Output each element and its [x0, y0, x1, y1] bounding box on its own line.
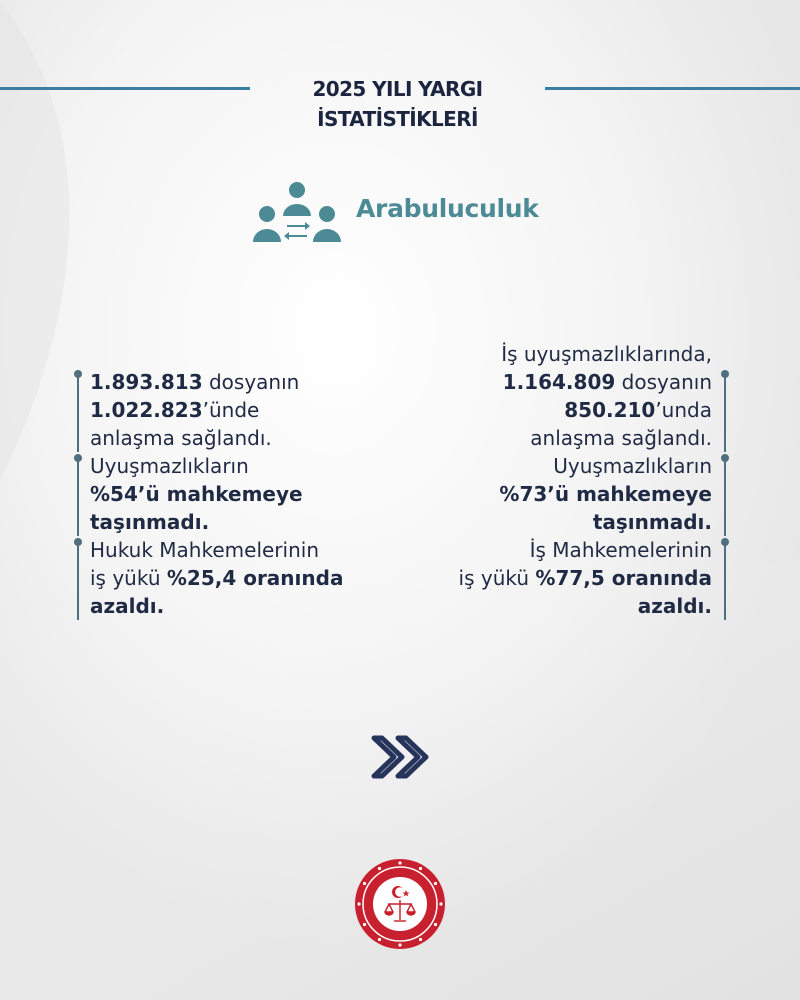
mediation-people-icon	[252, 180, 342, 244]
page-title: 2025 YILI YARGI İSTATİSTİKLERİ	[312, 77, 483, 131]
stat-line: 1.164.809 dosyanın	[502, 370, 712, 394]
stat-block	[74, 452, 374, 536]
stat-line: %73’ü mahkemeye	[499, 482, 712, 506]
stat-line: 1.893.813 dosyanın	[90, 370, 300, 394]
stat-line: taşınmadı.	[90, 510, 210, 534]
stat-line: azaldı.	[637, 594, 712, 618]
column-lead: İş uyuşmazlıklarında,	[501, 342, 712, 366]
header-rule-left	[0, 87, 250, 90]
stat-block	[74, 536, 374, 620]
stat-block	[430, 452, 730, 536]
stat-line: taşınmadı.	[592, 510, 712, 534]
timeline-marker	[77, 374, 79, 452]
stat-line: Uyuşmazlıkların	[553, 454, 712, 478]
stat-line: iş yükü %25,4 oranında	[90, 566, 344, 590]
right-stats-column	[430, 340, 730, 620]
stat-line: 1.022.823’ünde	[90, 398, 260, 422]
justice-ministry-seal-icon	[354, 858, 446, 950]
stat-line: %54’ü mahkemeye	[90, 482, 303, 506]
stat-line: anlaşma sağlandı.	[90, 426, 272, 450]
timeline-marker	[724, 542, 726, 620]
header-rule-right	[545, 87, 800, 90]
stat-line: Hukuk Mahkemelerinin	[90, 538, 319, 562]
timeline-marker	[724, 374, 726, 452]
section-title: Arabuluculuk	[356, 194, 539, 223]
timeline-marker	[77, 458, 79, 536]
stat-block	[74, 368, 374, 452]
stat-line: anlaşma sağlandı.	[530, 426, 712, 450]
stat-block	[430, 536, 730, 620]
stat-line: 850.210’unda	[564, 398, 712, 422]
left-stats-column	[74, 368, 374, 620]
double-chevron-right-icon[interactable]	[368, 732, 434, 782]
stat-line: azaldı.	[90, 594, 165, 618]
stat-line: İş Mahkemelerinin	[529, 538, 712, 562]
timeline-marker	[77, 542, 79, 620]
timeline-marker	[724, 458, 726, 536]
stat-line: Uyuşmazlıkların	[90, 454, 249, 478]
stat-block	[430, 368, 730, 452]
stat-line: iş yükü %77,5 oranında	[458, 566, 712, 590]
